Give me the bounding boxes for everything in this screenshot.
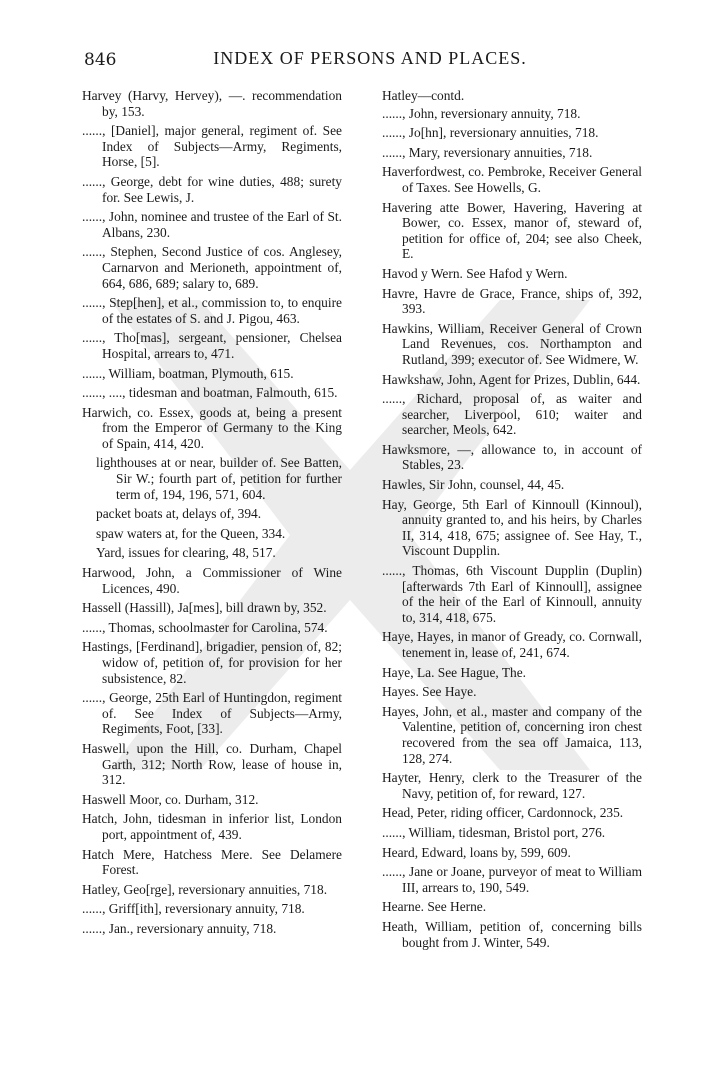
index-entry: ......, William, tidesman, Bristol port, 276. xyxy=(382,824,606,840)
left-column xyxy=(82,88,342,941)
index-entry: Hayes, John, et al., master and company of the Valentine, petition of, concerning iron chest recovered from the sea off Jamaica, 113, 128, 274. xyxy=(382,703,642,766)
index-entry: ......, Jo[hn], reversionary annuities, 718. xyxy=(382,125,599,141)
index-entry: Haye, Hayes, in manor of Gready, co. Cornwall, tenement in, lease of, 241, 674. xyxy=(382,629,642,660)
index-entry: Haye, La. See Hague, The. xyxy=(382,664,527,680)
index-entry: ......, John, nominee and trustee of the Earl of St. Albans, 230. xyxy=(82,209,342,240)
index-entry: Heath, William, petition of, concerning bills bought from J. Winter, 549. xyxy=(382,918,642,950)
index-entry: ......, Jan., reversionary annuity, 718. xyxy=(82,920,277,936)
index-entry: ......, Stephen, Second Justice of cos. Anglesey, Carnarvon and Merioneth, appointment of, 664, 686, 689; salary to, 689. xyxy=(82,244,342,291)
page-number: 846 xyxy=(84,50,117,70)
index-entry: ......, Thomas, 6th Viscount Dupplin (Duplin) [afterwards 7th Earl of Kinnoull], assignee of the heir of the Earl of Kinnoull, annuity to, 314, 418, 675. xyxy=(382,563,642,625)
index-entry: lighthouses at or near, builder of. See Batten, Sir W.; fourth part of, petition for further term of, 194, 196, 571, 604. xyxy=(96,455,342,502)
index-entry: Hawkins, William, Receiver General of Crown Land Revenues, cos. Northampton and Rutland, 399; executor of. See Widmere, W. xyxy=(382,320,642,367)
index-entry: Head, Peter, riding officer, Cardonnock, 235. xyxy=(382,805,624,821)
index-entry: ......, Richard, proposal of, as waiter and searcher, Liverpool, 610; waiter and searcher, Meols, 642. xyxy=(382,391,642,438)
index-entry: Harvey (Harvy, Hervey), —. recommendation by, 153. xyxy=(82,88,342,119)
index-entry: ......, [Daniel], major general, regiment of. See Index of Subjects—Army, Regiments, Horse, [5]. xyxy=(82,123,342,170)
index-entry: Hatch Mere, Hatchess Mere. See Delamere Forest. xyxy=(82,846,342,878)
index-entry: ......, Thomas, schoolmaster for Carolina, 574. xyxy=(82,619,328,635)
index-entry: Havre, Havre de Grace, France, ships of, 392, 393. xyxy=(382,285,642,317)
index-entry: ......, Mary, reversionary annuities, 718. xyxy=(382,144,593,160)
page-header xyxy=(80,44,660,74)
index-entry: Harwood, John, a Commissioner of Wine Licences, 490. xyxy=(82,565,342,596)
index-entry: Hatley, Geo[rge], reversionary annuities, 718. xyxy=(82,881,328,897)
index-entry: Hatch, John, tidesman in inferior list, London port, appointment of, 439. xyxy=(82,811,342,842)
index-entry: Haverfordwest, co. Pembroke, Receiver General of Taxes. See Howells, G. xyxy=(382,164,642,195)
index-entry: ......, Griff[ith], reversionary annuity, 718. xyxy=(82,901,305,917)
index-entry: Hassell (Hassill), Ja[mes], bill drawn by, 352. xyxy=(82,600,327,616)
index-entry: Hawksmore, —, allowance to, in account of Stables, 23. xyxy=(382,441,642,473)
index-entry: ......, ...., tidesman and boatman, Falmouth, 615. xyxy=(82,385,338,401)
index-entry: ......, Tho[mas], sergeant, pensioner, Chelsea Hospital, arrears to, 471. xyxy=(82,330,342,361)
right-column xyxy=(382,88,642,954)
index-entry: ......, George, 25th Earl of Huntingdon, regiment of. See Index of Subjects—Army, Regiments, Foot, [33]. xyxy=(82,690,342,737)
index-entry: ......, John, reversionary annuity, 718. xyxy=(382,105,581,121)
index-entry: ......, Step[hen], et al., commission to, to enquire of the estates of S. and J. Pigou, 463. xyxy=(82,295,342,326)
index-entry: Havering atte Bower, Havering, Havering at Bower, co. Essex, manor of, steward of, petition for office of, 204; see also Cheek, E. xyxy=(382,199,642,262)
index-entry: Hawkshaw, John, Agent for Prizes, Dublin, 644. xyxy=(382,371,641,387)
index-entry: Hay, George, 5th Earl of Kinnoull (Kinnoul), annuity granted to, and his heirs, by Charles II, 314, 418, 675; assignee of. See Hay, T., Viscount Dupplin. xyxy=(382,496,642,559)
index-entry: Heard, Edward, loans by, 599, 609. xyxy=(382,844,571,860)
index-entry: spaw waters at, for the Queen, 334. xyxy=(96,525,286,541)
index-entry: ......, George, debt for wine duties, 488; surety for. See Lewis, J. xyxy=(82,173,342,205)
page-title: INDEX OF PERSONS AND PLACES. xyxy=(213,48,527,68)
index-entry: Havod y Wern. See Hafod y Wern. xyxy=(382,265,568,281)
index-entry: ......, Jane or Joane, purveyor of meat to William III, arrears to, 190, 549. xyxy=(382,864,642,895)
index-entry: ......, William, boatman, Plymouth, 615. xyxy=(82,365,294,381)
index-entry: Yard, issues for clearing, 48, 517. xyxy=(96,545,276,561)
index-entry: Haswell, upon the Hill, co. Durham, Chapel Garth, 312; North Row, lease of house in, 312. xyxy=(82,740,342,788)
index-entry: Hayes. See Haye. xyxy=(382,684,477,700)
index-entry: packet boats at, delays of, 394. xyxy=(96,506,262,522)
index-entry: Harwich, co. Essex, goods at, being a present from the Emperor of Germany to the King of Spain, 414, 420. xyxy=(82,404,342,451)
index-entry: Hayter, Henry, clerk to the Treasurer of the Navy, petition of, for reward, 127. xyxy=(382,770,642,801)
index-entry: Hastings, [Ferdinand], brigadier, pension of, 82; widow of, petition of, for provision for her subsistence, 82. xyxy=(82,639,342,686)
index-entry: Haswell Moor, co. Durham, 312. xyxy=(82,791,259,807)
index-entry: Hawles, Sir John, counsel, 44, 45. xyxy=(382,477,565,493)
index-entry: Hatley—contd. xyxy=(382,88,465,103)
index-entry: Hearne. See Herne. xyxy=(382,899,487,915)
